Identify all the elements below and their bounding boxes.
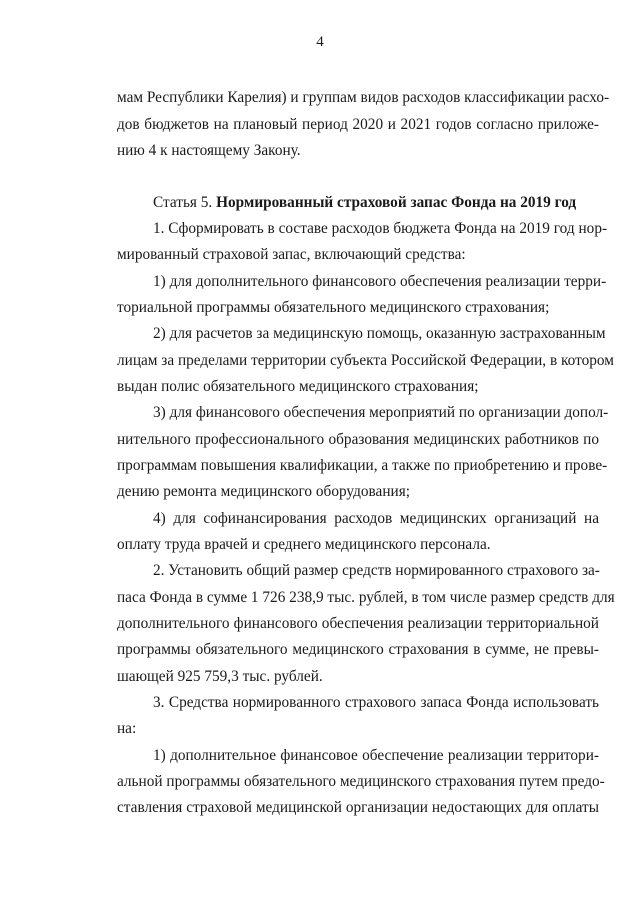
item-3-line-2: нительного профессионального образования медицинских работников по [117,431,599,448]
item-4-line-1: 4) для софинансирования расходов медицинских организаций на [153,510,599,527]
intro-line-3: нию 4 к настоящему Закону. [117,142,301,159]
article-title: Нормированный страховой запас Фонда на 2019 год [216,194,577,211]
article-heading [153,193,576,213]
paragraph-2-line-1: 2. Установить общий размер средств нормированного страхового за- [153,562,600,579]
paragraph-3-item-1-line-2: альной программы обязательного медицинского страхования путем предо- [117,773,605,790]
paragraph-1-line-1: 1. Сформировать в составе расходов бюджета Фонда на 2019 год нор- [153,220,608,237]
article-prefix: Статья 5. [153,194,213,211]
paragraph-2-line-5: шающей 925 759,3 тыс. рублей. [117,668,323,685]
paragraph-2-line-4: программы обязательного медицинского страхования в сумме, не превы- [117,641,599,658]
paragraph-1-line-2: мированный страховой запас, включающий средства: [117,246,466,263]
item-2-line-1: 2) для расчетов за медицинскую помощь, оказанную застрахованным [153,325,606,342]
paragraph-2-line-2: паса Фонда в сумме 1 726 238,9 тыс. рублей, в том числе размер средств для [117,589,615,606]
item-2-line-2: лицам за пределами территории субъекта Российской Федерации, в котором [117,352,614,369]
paragraph-3-item-1-line-1: 1) дополнительное финансовое обеспечение реализации территори- [153,747,599,764]
paragraph-2-line-3: дополнительного финансового обеспечения реализации территориальной [117,615,599,632]
item-1-line-1: 1) для дополнительного финансового обеспечения реализации терри- [153,273,607,290]
paragraph-3-item-1-line-3: ставления страховой медицинской организации недостающих для оплаты [117,799,599,816]
item-3-line-4: дению ремонта медицинского оборудования; [117,483,411,500]
item-3-line-1: 3) для финансового обеспечения мероприятий по организации допол- [153,404,609,421]
page-number: 4 [316,34,324,50]
intro-line-1: мам Республики Карелия) и группам видов расходов классификации расхо- [117,89,610,106]
paragraph-3-line-2: на: [117,720,137,737]
item-4-line-2: оплату труда врачей и среднего медицинского персонала. [117,536,491,553]
paragraph-3-line-1: 3. Средства нормированного страхового запаса Фонда использовать [153,694,599,711]
item-1-line-2: ториальной программы обязательного медицинского страхования; [117,299,550,316]
item-3-line-3: программам повышения квалификации, а также по приобретению и прове- [117,457,608,474]
intro-line-2: дов бюджетов на плановый период 2020 и 2021 годов согласно приложе- [117,116,599,133]
item-2-line-3: выдан полис обязательного медицинского страхования; [117,378,479,395]
